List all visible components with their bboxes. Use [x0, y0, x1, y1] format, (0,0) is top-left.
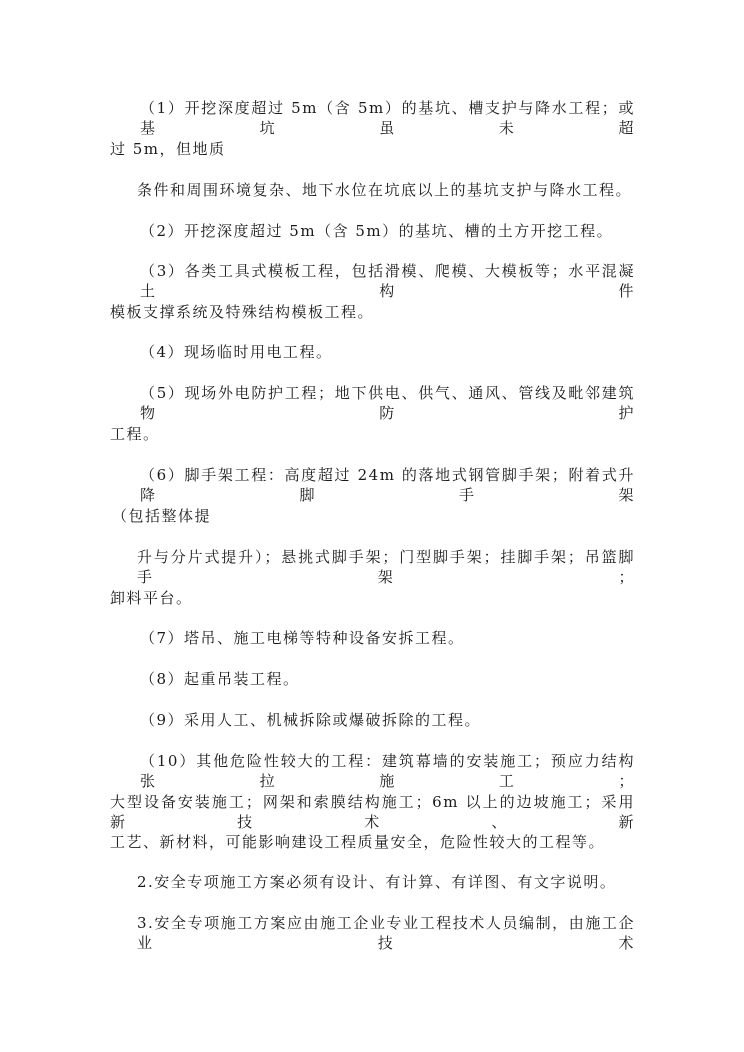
paragraph-line: （1）开挖深度超过 5m（含 5m）的基坑、槽支护与降水工程；或基坑虽未超: [140, 99, 635, 137]
paragraph-line: （8）起重吊装工程。: [140, 670, 300, 688]
paragraph-line: （6）脚手架工程：高度超过 24m 的落地式钢管脚手架；附着式升降脚手架: [140, 466, 635, 504]
paragraph-line: 升与分片式提升）；悬挑式脚手架；门型脚手架；挂脚手架；吊篮脚手架；: [137, 548, 635, 586]
paragraph-line: （2）开挖深度超过 5m（含 5m）的基坑、槽的土方开挖工程。: [140, 222, 614, 240]
paragraph-line: （9）采用人工、机械拆除或爆破拆除的工程。: [140, 711, 482, 729]
paragraph-line: （3）各类工具式模板工程，包括滑模、爬模、大模板等；水平混凝土构件: [140, 262, 635, 300]
paragraph-line: 过 5m，但地质: [110, 140, 226, 158]
paragraph-line: 卸料平台。: [110, 589, 193, 607]
paragraph-line: （7）塔吊、施工电梯等特种设备安拆工程。: [140, 629, 465, 647]
paragraph-line: 工艺、新材料，可能影响建设工程质量安全，危险性较大的工程等。: [110, 833, 606, 851]
paragraph-line: 3.安全专项施工方案应由施工企业专业工程技术人员编制，由施工企业技术: [137, 914, 635, 952]
paragraph-line: （包括整体提: [112, 507, 212, 525]
paragraph-line: （10）其他危险性较大的工程：建筑幕墙的安装施工；预应力结构张拉施工；: [140, 752, 635, 790]
paragraph-line: 模板支撑系统及特殊结构模板工程。: [110, 303, 375, 321]
paragraph-line: （4）现场临时用电工程。: [140, 343, 333, 361]
paragraph-line: 工程。: [110, 425, 160, 443]
paragraph-line: 条件和周围环境复杂、地下水位在坑底以上的基坑支护与降水工程。: [137, 181, 633, 199]
paragraph-line: 大型设备安装施工；网架和索膜结构施工；6m 以上的边坡施工；采用新技术、新: [110, 793, 635, 831]
paragraph-line: （5）现场外电防护工程；地下供电、供气、通风、管线及毗邻建筑物防护: [140, 384, 635, 422]
paragraph-line: 2.安全专项施工方案必须有设计、有计算、有详图、有文字说明。: [137, 873, 617, 891]
